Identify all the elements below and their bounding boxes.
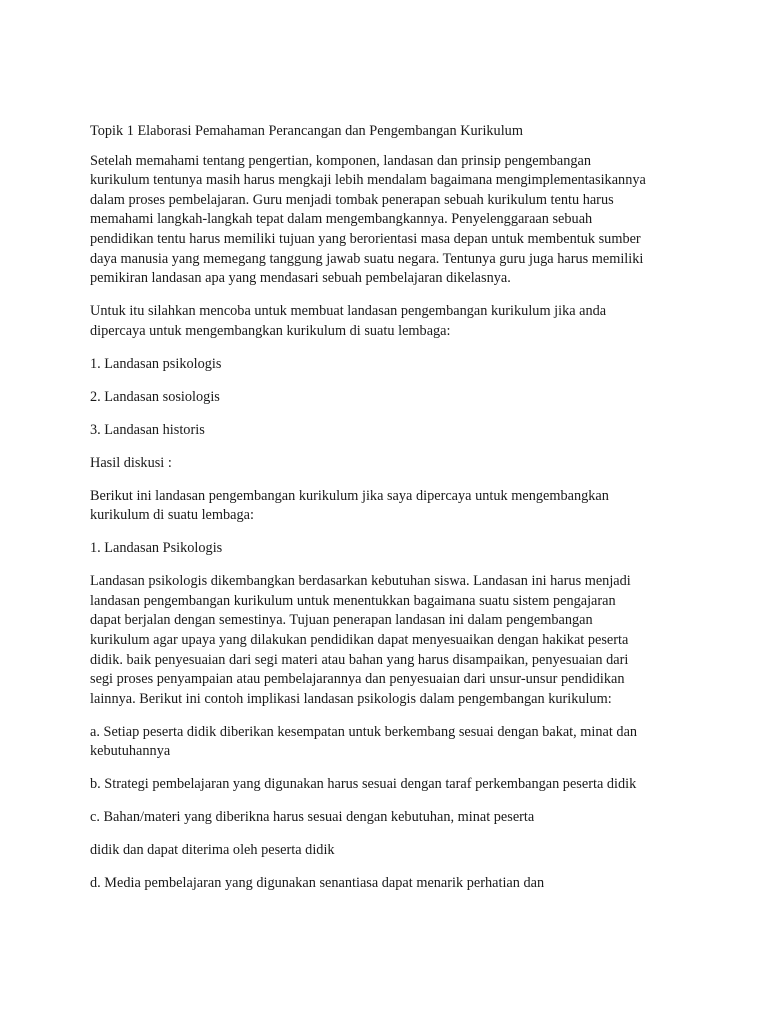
result-heading: Hasil diskusi : — [90, 454, 172, 471]
point-d: d. Media pembelajaran yang digunakan senantiasa dapat menarik perhatian dan — [90, 875, 545, 892]
point-c-continued: didik dan dapat diterima oleh peserta didik — [90, 842, 335, 859]
point-c: c. Bahan/materi yang diberikna harus sesuai dengan kebutuhan, minat peserta — [90, 809, 535, 826]
text-line: segi proses penyampaian atau pembelajarannya dan penyesuaian dari unsur-unsur pendidikan — [90, 671, 625, 688]
text-line: Landasan psikologis dikembangkan berdasarkan kebutuhan siswa. Landasan ini harus menjadi — [90, 573, 631, 590]
section1-heading: 1. Landasan Psikologis — [90, 540, 223, 557]
text-line: lainnya. Berikut ini contoh implikasi landasan psikologis dalam pengembangan kurikulum: — [90, 690, 612, 707]
task-item-3: 3. Landasan historis — [90, 421, 205, 438]
text-line: memahami langkah-langkah tepat dalam mengembangkannya. Penyelenggaraan sebuah — [90, 211, 593, 228]
text-line: kurikulum di suatu lembaga: — [90, 507, 254, 524]
text-line: didik. baik penyesuaian dari segi materi atau bahan yang harus disampaikan, penyesuaian dari — [90, 651, 629, 668]
text-line: Setelah memahami tentang pengertian, komponen, landasan dan prinsip pengembangan — [90, 152, 592, 169]
text-line: dipercaya untuk mengembangkan kurikulum di suatu lembaga: — [90, 322, 451, 339]
text-line: a. Setiap peserta didik diberikan kesempatan untuk berkembang sesuai dengan bakat, minat dan — [90, 723, 638, 740]
text-line: landasan pengembangan kurikulum untuk menentukkan bagaimana suatu sistem pengajaran — [90, 592, 616, 609]
point-b: b. Strategi pembelajaran yang digunakan harus sesuai dengan taraf perkembangan peserta didik — [90, 776, 637, 793]
text-line: pemikiran landasan apa yang mendasari sebuah pembelajaran dikelasnya. — [90, 270, 511, 287]
document-title: Topik 1 Elaborasi Pemahaman Perancangan dan Pengembangan Kurikulum — [90, 123, 523, 139]
text-line: daya manusia yang memegang tanggung jawab suatu negara. Tentunya guru juga harus memiliki — [90, 250, 644, 267]
text-line: kurikulum tentunya masih harus mengkaji lebih mendalam bagaimana mengimplementasikannya — [90, 172, 646, 189]
result-intro-paragraph — [90, 487, 710, 526]
task-item-2: 2. Landasan sosiologis — [90, 388, 220, 405]
text-line: dapat berjalan dengan semestinya. Tujuan penerapan landasan ini dalam pengembangan — [90, 612, 593, 629]
section1-paragraph — [90, 572, 710, 709]
text-line: kebutuhannya — [90, 743, 171, 760]
point-a — [90, 723, 710, 762]
task-item-1: 1. Landasan psikologis — [90, 355, 222, 372]
task-paragraph — [90, 302, 710, 341]
text-line: Untuk itu silahkan mencoba untuk membuat landasan pengembangan kurikulum jika anda — [90, 303, 607, 320]
text-line: Berikut ini landasan pengembangan kurikulum jika saya dipercaya untuk mengembangkan — [90, 487, 609, 504]
text-line: dalam proses pembelajaran. Guru menjadi tombak penerapan sebuah kurikulum tentu harus — [90, 191, 614, 208]
text-line: pendidikan tentu harus memiliki tujuan yang berorientasi masa depan untuk membentuk sumber — [90, 230, 641, 247]
text-line: kurikulum agar upaya yang dilakukan pendidikan dapat menyesuaikan dengan hakikat peserta — [90, 632, 629, 648]
intro-paragraph — [90, 152, 710, 289]
document-page — [90, 122, 710, 907]
